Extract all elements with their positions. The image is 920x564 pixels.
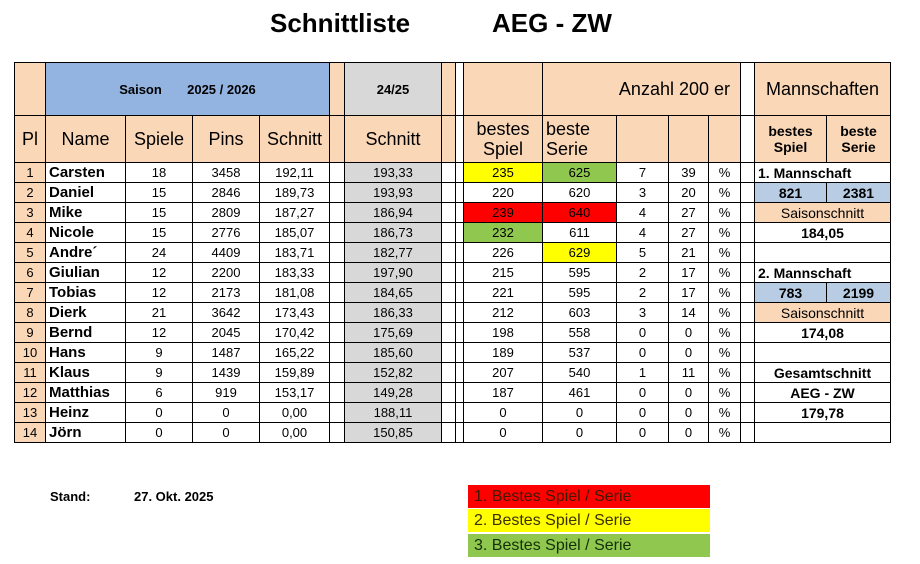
unit-cell: % <box>709 403 741 423</box>
prev-average-cell: 188,11 <box>345 403 442 423</box>
player-rows <box>15 163 891 443</box>
average-cell: 159,89 <box>260 363 330 383</box>
col-header-percent <box>669 116 709 163</box>
spacer-cell <box>442 243 456 263</box>
spacer-cell <box>464 63 543 116</box>
spacer-cell <box>741 423 755 443</box>
rank-cell: 12 <box>15 383 46 403</box>
player-name: Heinz <box>46 403 126 423</box>
col-header-name: Name <box>46 116 126 163</box>
rank-cell: 7 <box>15 283 46 303</box>
spacer-cell <box>442 423 456 443</box>
spacer-cell <box>330 423 345 443</box>
best-game-cell: 0 <box>464 403 543 423</box>
count-200-cell: 5 <box>617 243 669 263</box>
spacer-cell <box>442 263 456 283</box>
team-gap <box>755 423 891 443</box>
rank-cell: 3 <box>15 203 46 223</box>
col-header-unit <box>709 116 741 163</box>
percent-cell: 0 <box>669 383 709 403</box>
stand-label: Stand: <box>50 489 91 504</box>
table-row <box>15 203 891 223</box>
games-cell: 9 <box>126 343 193 363</box>
best-series-cell: 625 <box>543 163 617 183</box>
average-cell: 185,07 <box>260 223 330 243</box>
average-cell: 173,43 <box>260 303 330 323</box>
season-years: 2025 / 2026 <box>187 81 256 97</box>
best-game-cell: 220 <box>464 183 543 203</box>
count-200-cell: 3 <box>617 303 669 323</box>
best-game-cell: 239 <box>464 203 543 223</box>
best-game-cell: 207 <box>464 363 543 383</box>
team1-season-value: 184,05 <box>755 223 891 243</box>
spacer-cell <box>330 223 345 243</box>
spacer-cell <box>442 283 456 303</box>
average-cell: 187,27 <box>260 203 330 223</box>
spacer-cell <box>330 116 345 163</box>
table-row <box>15 403 891 423</box>
table-row <box>15 363 891 383</box>
prev-season-header: 24/25 <box>345 63 442 116</box>
spacer-cell <box>456 303 464 323</box>
col-header-beste-serie: beste Serie <box>543 116 617 163</box>
col-header-pins: Pins <box>193 116 260 163</box>
best-series-cell: 0 <box>543 423 617 443</box>
rank-cell: 2 <box>15 183 46 203</box>
unit-cell: % <box>709 363 741 383</box>
count-200-cell: 2 <box>617 263 669 283</box>
games-cell: 12 <box>126 323 193 343</box>
anzahl-200-header: Anzahl 200 er <box>543 63 741 116</box>
spacer-cell <box>741 403 755 423</box>
unit-cell: % <box>709 243 741 263</box>
spacer-cell <box>741 383 755 403</box>
games-cell: 0 <box>126 423 193 443</box>
prev-average-cell: 197,90 <box>345 263 442 283</box>
unit-cell: % <box>709 303 741 323</box>
prev-average-cell: 193,33 <box>345 163 442 183</box>
spacer-cell <box>456 423 464 443</box>
average-cell: 183,33 <box>260 263 330 283</box>
prev-average-cell: 186,94 <box>345 203 442 223</box>
team1-best-game: 821 <box>755 183 827 203</box>
count-200-cell: 4 <box>617 203 669 223</box>
spacer-cell <box>330 243 345 263</box>
unit-cell: % <box>709 283 741 303</box>
overall-label: Gesamtschnitt <box>755 363 891 383</box>
best-series-cell: 611 <box>543 223 617 243</box>
pins-cell: 3642 <box>193 303 260 323</box>
col-header-spiele: Spiele <box>126 116 193 163</box>
team1-best-series: 2381 <box>827 183 891 203</box>
unit-cell: % <box>709 223 741 243</box>
unit-cell: % <box>709 383 741 403</box>
pins-cell: 919 <box>193 383 260 403</box>
season-label: Saison <box>119 81 162 97</box>
team-gap <box>755 243 891 263</box>
spacer-cell <box>456 323 464 343</box>
best-series-cell: 603 <box>543 303 617 323</box>
spacer-cell <box>456 263 464 283</box>
best-series-cell: 558 <box>543 323 617 343</box>
best-series-cell: 595 <box>543 263 617 283</box>
percent-cell: 17 <box>669 283 709 303</box>
spacer-cell <box>442 323 456 343</box>
average-cell: 189,73 <box>260 183 330 203</box>
col-header-pl: Pl <box>15 116 46 163</box>
average-cell: 0,00 <box>260 423 330 443</box>
percent-cell: 0 <box>669 423 709 443</box>
spacer-cell <box>456 403 464 423</box>
player-name: Dierk <box>46 303 126 323</box>
season-header <box>46 63 330 116</box>
player-name: Bernd <box>46 323 126 343</box>
spacer-cell <box>330 203 345 223</box>
spacer-cell <box>330 323 345 343</box>
count-200-cell: 0 <box>617 343 669 363</box>
best-series-cell: 640 <box>543 203 617 223</box>
player-name: Daniel <box>46 183 126 203</box>
spacer-cell <box>330 163 345 183</box>
player-name: Giulian <box>46 263 126 283</box>
corner-cell <box>15 63 46 116</box>
table-row <box>15 223 891 243</box>
player-name: Mike <box>46 203 126 223</box>
spacer-cell <box>741 203 755 223</box>
spacer-cell <box>442 116 456 163</box>
prev-average-cell: 152,82 <box>345 363 442 383</box>
rank-cell: 8 <box>15 303 46 323</box>
average-cell: 192,11 <box>260 163 330 183</box>
percent-cell: 39 <box>669 163 709 183</box>
average-cell: 0,00 <box>260 403 330 423</box>
best-game-cell: 212 <box>464 303 543 323</box>
games-cell: 18 <box>126 163 193 183</box>
prev-average-cell: 193,93 <box>345 183 442 203</box>
average-cell: 181,08 <box>260 283 330 303</box>
percent-cell: 27 <box>669 203 709 223</box>
percent-cell: 0 <box>669 323 709 343</box>
spacer-cell <box>442 203 456 223</box>
count-200-cell: 0 <box>617 323 669 343</box>
pins-cell: 1487 <box>193 343 260 363</box>
spacer-cell <box>456 203 464 223</box>
best-series-cell: 629 <box>543 243 617 263</box>
spacer-cell <box>330 343 345 363</box>
spacer-cell <box>456 243 464 263</box>
spacer-cell <box>456 343 464 363</box>
best-series-cell: 540 <box>543 363 617 383</box>
table-row <box>15 423 891 443</box>
rank-cell: 5 <box>15 243 46 263</box>
unit-cell: % <box>709 423 741 443</box>
spacer-cell <box>456 116 464 163</box>
player-name: Tobias <box>46 283 126 303</box>
table-row <box>15 243 891 263</box>
best-series-cell: 537 <box>543 343 617 363</box>
spacer-cell <box>456 63 464 116</box>
spacer-cell <box>442 403 456 423</box>
percent-cell: 11 <box>669 363 709 383</box>
rank-cell: 10 <box>15 343 46 363</box>
table-row <box>15 383 891 403</box>
best-series-cell: 620 <box>543 183 617 203</box>
spacer-cell <box>741 243 755 263</box>
spacer-cell <box>330 383 345 403</box>
best-game-cell: 226 <box>464 243 543 263</box>
best-game-cell: 221 <box>464 283 543 303</box>
pins-cell: 2200 <box>193 263 260 283</box>
percent-cell: 21 <box>669 243 709 263</box>
best-game-cell: 0 <box>464 423 543 443</box>
pins-cell: 3458 <box>193 163 260 183</box>
spacer-cell <box>741 323 755 343</box>
spacer-cell <box>741 263 755 283</box>
spacer-cell <box>330 363 345 383</box>
rank-cell: 6 <box>15 263 46 283</box>
spacer-cell <box>741 183 755 203</box>
best-game-cell: 232 <box>464 223 543 243</box>
spacer-cell <box>741 116 755 163</box>
rank-cell: 9 <box>15 323 46 343</box>
table-row <box>15 183 891 203</box>
games-cell: 24 <box>126 243 193 263</box>
legend-second: 2. Bestes Spiel / Serie <box>468 509 710 532</box>
games-cell: 21 <box>126 303 193 323</box>
spacer-cell <box>456 363 464 383</box>
average-table <box>14 62 891 443</box>
spacer-cell <box>741 163 755 183</box>
team2-best-series: 2199 <box>827 283 891 303</box>
unit-cell: % <box>709 203 741 223</box>
games-cell: 6 <box>126 383 193 403</box>
spacer-cell <box>456 163 464 183</box>
prev-average-cell: 186,33 <box>345 303 442 323</box>
player-name: Matthias <box>46 383 126 403</box>
team2-label: 2. Mannschaft <box>755 263 891 283</box>
prev-average-cell: 184,65 <box>345 283 442 303</box>
table-row <box>15 343 891 363</box>
col-header-team-bestes-spiel: bestes Spiel <box>755 116 827 163</box>
team-title: AEG - ZW <box>492 8 612 38</box>
team-gap <box>755 343 891 363</box>
percent-cell: 17 <box>669 263 709 283</box>
rank-cell: 14 <box>15 423 46 443</box>
player-name: Jörn <box>46 423 126 443</box>
col-header-count <box>617 116 669 163</box>
spacer-cell <box>741 223 755 243</box>
prev-average-cell: 185,60 <box>345 343 442 363</box>
best-game-cell: 189 <box>464 343 543 363</box>
spacer-cell <box>456 283 464 303</box>
legend-first: 1. Bestes Spiel / Serie <box>468 485 710 508</box>
games-cell: 15 <box>126 203 193 223</box>
games-cell: 15 <box>126 183 193 203</box>
rank-cell: 13 <box>15 403 46 423</box>
player-name: Carsten <box>46 163 126 183</box>
pins-cell: 0 <box>193 403 260 423</box>
table-row <box>15 323 891 343</box>
player-name: Andre´ <box>46 243 126 263</box>
rank-cell: 4 <box>15 223 46 243</box>
legend-third: 3. Bestes Spiel / Serie <box>468 534 710 557</box>
count-200-cell: 3 <box>617 183 669 203</box>
spacer-cell <box>442 63 456 116</box>
spacer-cell <box>442 303 456 323</box>
rank-cell: 11 <box>15 363 46 383</box>
spacer-cell <box>330 183 345 203</box>
spacer-cell <box>442 183 456 203</box>
unit-cell: % <box>709 263 741 283</box>
count-200-cell: 7 <box>617 163 669 183</box>
best-game-cell: 187 <box>464 383 543 403</box>
spacer-cell <box>330 63 345 116</box>
team2-season-label: Saisonschnitt <box>755 303 891 323</box>
pins-cell: 2776 <box>193 223 260 243</box>
rank-cell: 1 <box>15 163 46 183</box>
team2-season-value: 174,08 <box>755 323 891 343</box>
unit-cell: % <box>709 343 741 363</box>
spacer-cell <box>442 223 456 243</box>
team1-season-label: Saisonschnitt <box>755 203 891 223</box>
average-cell: 183,71 <box>260 243 330 263</box>
spacer-cell <box>741 343 755 363</box>
player-name: Hans <box>46 343 126 363</box>
percent-cell: 0 <box>669 343 709 363</box>
prev-average-cell: 150,85 <box>345 423 442 443</box>
pins-cell: 1439 <box>193 363 260 383</box>
col-header-prev-schnitt: Schnitt <box>345 116 442 163</box>
games-cell: 9 <box>126 363 193 383</box>
spacer-cell <box>741 63 755 116</box>
count-200-cell: 4 <box>617 223 669 243</box>
count-200-cell: 1 <box>617 363 669 383</box>
count-200-cell: 0 <box>617 423 669 443</box>
prev-average-cell: 186,73 <box>345 223 442 243</box>
col-header-schnitt: Schnitt <box>260 116 330 163</box>
table-row <box>15 283 891 303</box>
pins-cell: 2846 <box>193 183 260 203</box>
prev-average-cell: 149,28 <box>345 383 442 403</box>
games-cell: 15 <box>126 223 193 243</box>
spacer-cell <box>456 183 464 203</box>
average-cell: 153,17 <box>260 383 330 403</box>
best-series-cell: 0 <box>543 403 617 423</box>
best-game-cell: 198 <box>464 323 543 343</box>
player-name: Klaus <box>46 363 126 383</box>
pins-cell: 2809 <box>193 203 260 223</box>
percent-cell: 0 <box>669 403 709 423</box>
stand-date: 27. Okt. 2025 <box>134 489 214 504</box>
overall-team: AEG - ZW <box>755 383 891 403</box>
best-series-cell: 595 <box>543 283 617 303</box>
pins-cell: 0 <box>193 423 260 443</box>
spacer-cell <box>456 383 464 403</box>
spacer-cell <box>442 363 456 383</box>
team1-label: 1. Mannschaft <box>755 163 891 183</box>
percent-cell: 20 <box>669 183 709 203</box>
pins-cell: 2045 <box>193 323 260 343</box>
games-cell: 12 <box>126 283 193 303</box>
spacer-cell <box>741 303 755 323</box>
spacer-cell <box>741 283 755 303</box>
spacer-cell <box>330 263 345 283</box>
prev-average-cell: 175,69 <box>345 323 442 343</box>
spacer-cell <box>330 403 345 423</box>
unit-cell: % <box>709 163 741 183</box>
best-game-cell: 235 <box>464 163 543 183</box>
pins-cell: 2173 <box>193 283 260 303</box>
overall-value: 179,78 <box>755 403 891 423</box>
team2-best-game: 783 <box>755 283 827 303</box>
percent-cell: 27 <box>669 223 709 243</box>
page-title: Schnittliste <box>270 8 411 38</box>
average-cell: 170,42 <box>260 323 330 343</box>
games-cell: 0 <box>126 403 193 423</box>
prev-average-cell: 182,77 <box>345 243 442 263</box>
spacer-cell <box>442 163 456 183</box>
table-row <box>15 163 891 183</box>
spacer-cell <box>741 363 755 383</box>
pins-cell: 4409 <box>193 243 260 263</box>
mannschaften-header: Mannschaften <box>755 63 891 116</box>
spacer-cell <box>442 343 456 363</box>
col-header-team-beste-serie: beste Serie <box>827 116 891 163</box>
col-header-bestes-spiel: bestes Spiel <box>464 116 543 163</box>
percent-cell: 14 <box>669 303 709 323</box>
count-200-cell: 0 <box>617 403 669 423</box>
player-name: Nicole <box>46 223 126 243</box>
spacer-cell <box>330 303 345 323</box>
count-200-cell: 0 <box>617 383 669 403</box>
unit-cell: % <box>709 183 741 203</box>
count-200-cell: 2 <box>617 283 669 303</box>
best-series-cell: 461 <box>543 383 617 403</box>
average-cell: 165,22 <box>260 343 330 363</box>
best-game-cell: 215 <box>464 263 543 283</box>
table-row <box>15 303 891 323</box>
table-row <box>15 263 891 283</box>
unit-cell: % <box>709 323 741 343</box>
spacer-cell <box>330 283 345 303</box>
spacer-cell <box>456 223 464 243</box>
games-cell: 12 <box>126 263 193 283</box>
spacer-cell <box>442 383 456 403</box>
